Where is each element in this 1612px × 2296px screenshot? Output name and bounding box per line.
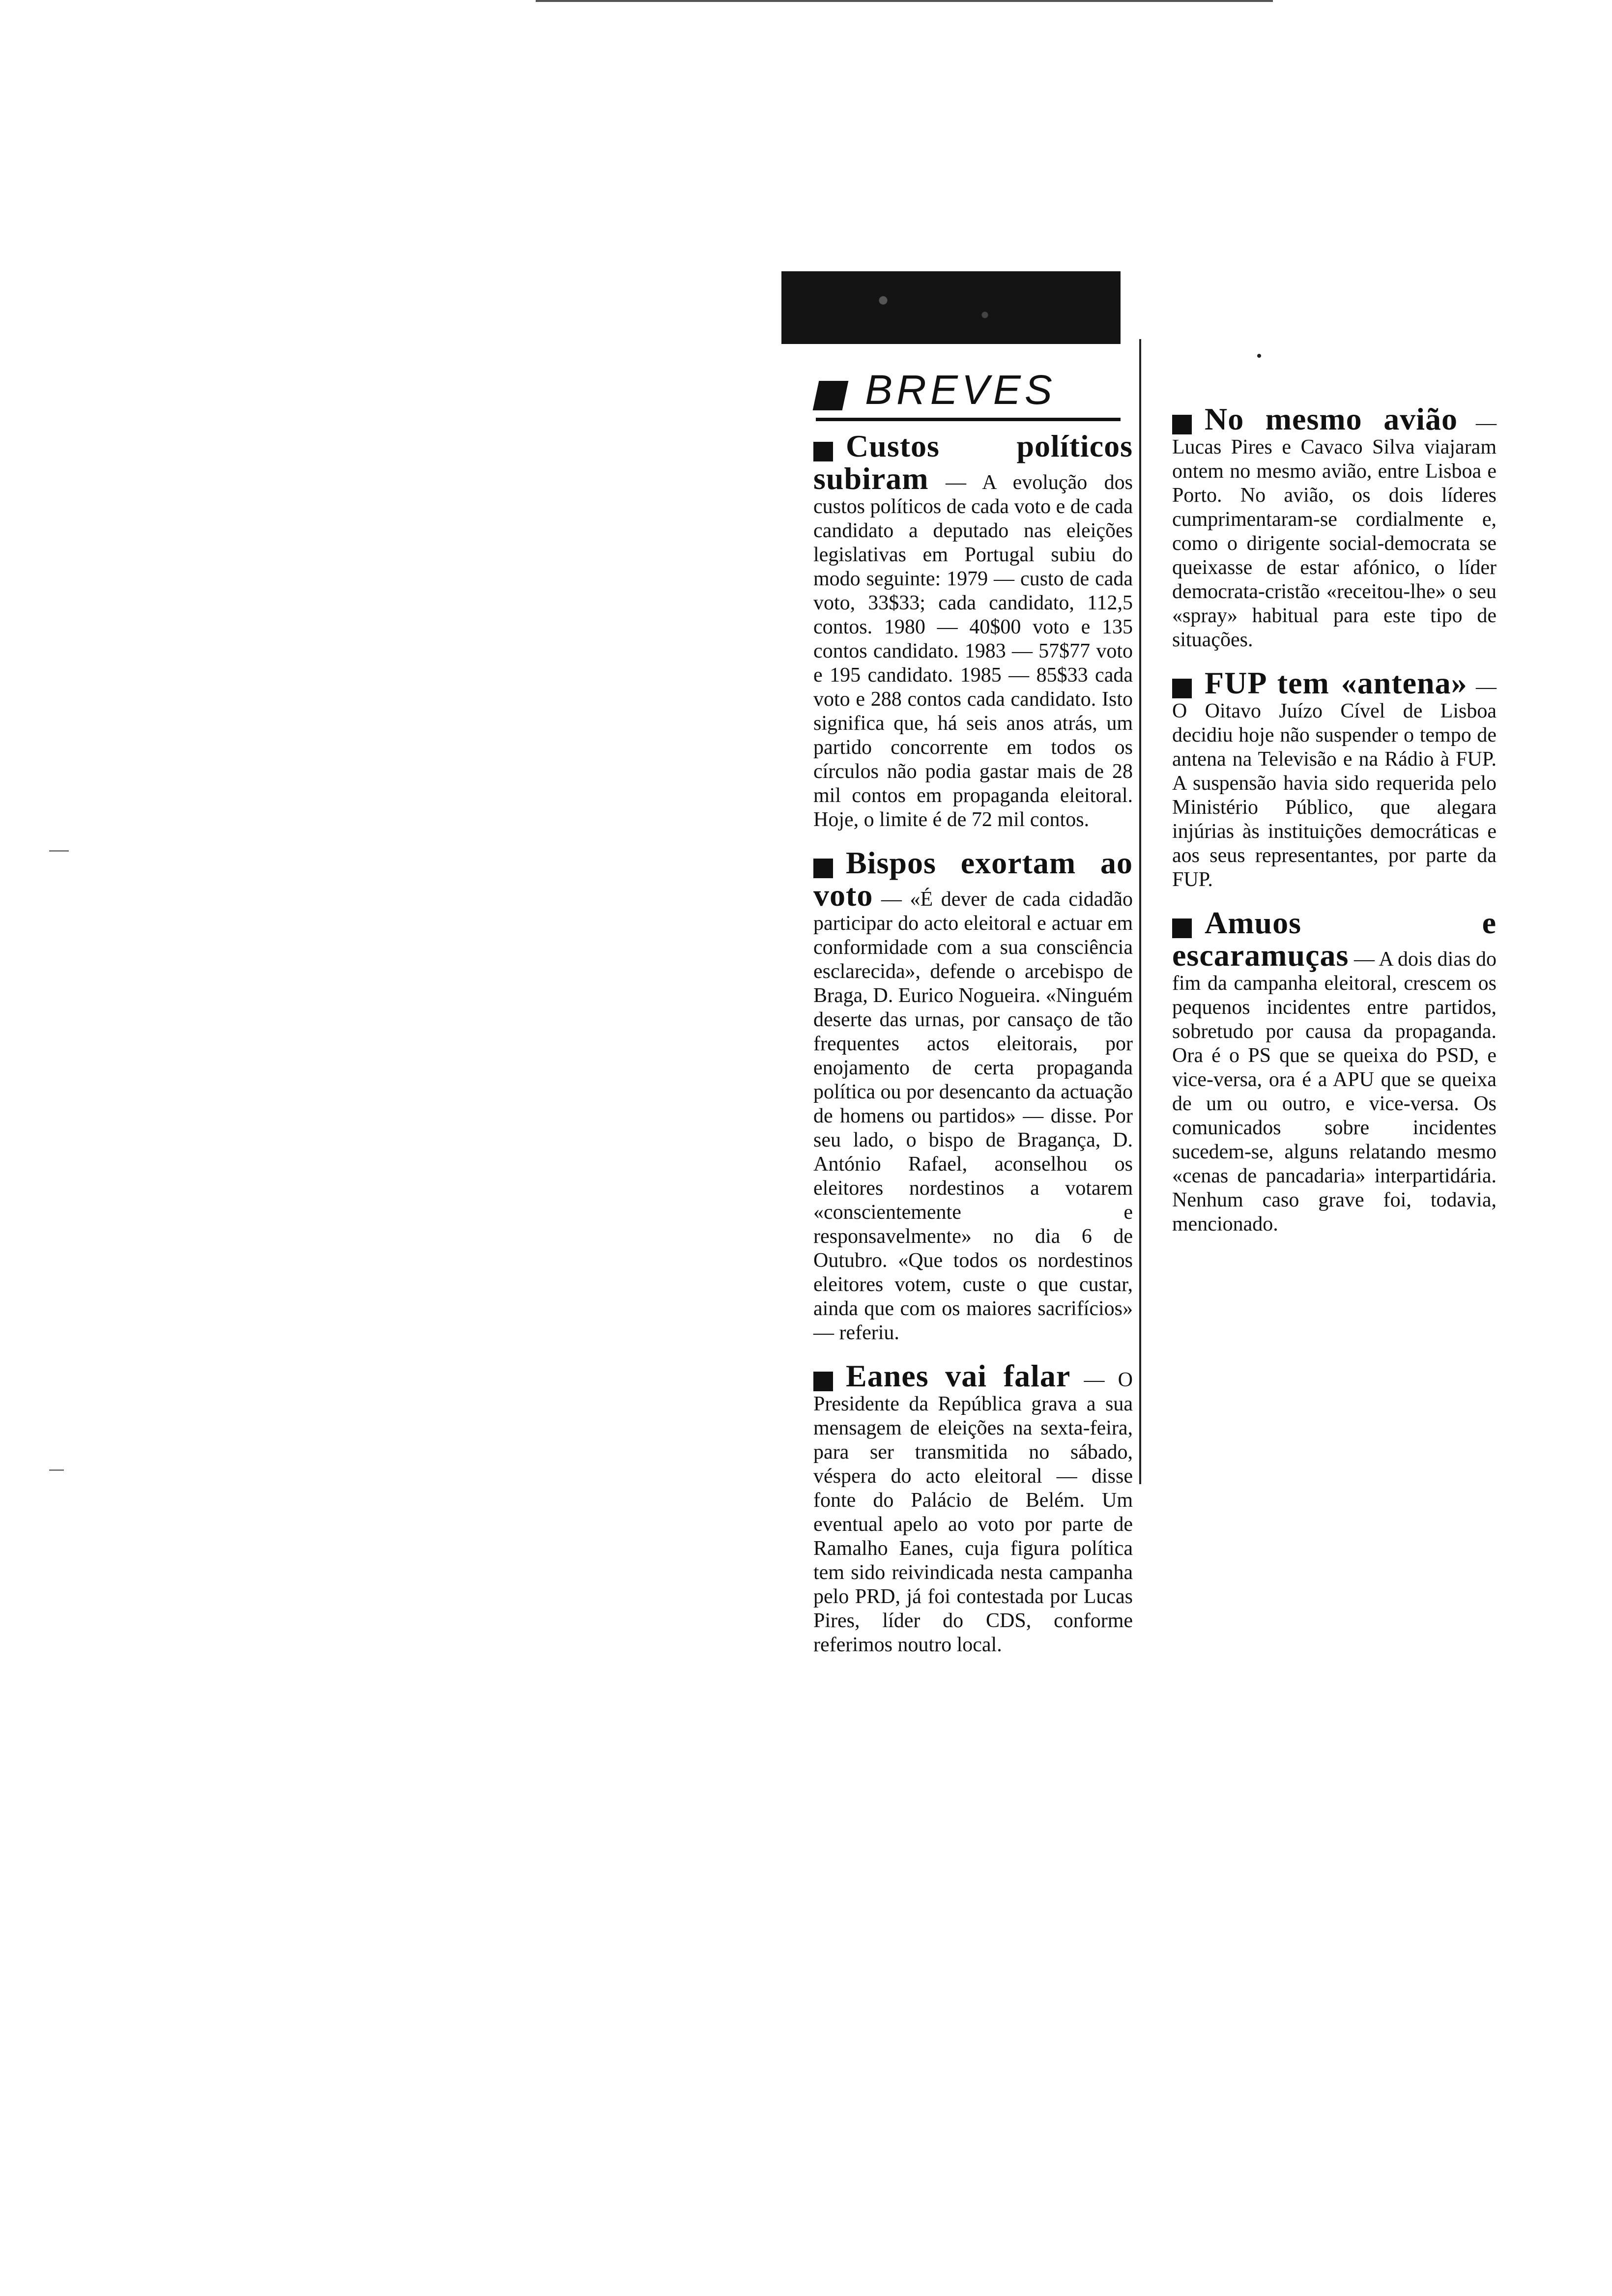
news-body: — A evolução dos custos políticos de cada voto e de cada candidato a deputado nas eleições legislativas em Portugal subiu do modo seguinte: 1979 — custo de cada voto, 33$33; cada candidato, 112,5 contos. 1980 — 40$00 voto e 135 contos candidato. 1983 — 57$77 voto e 195 candidato. 1985 — 85$33 cada voto e 288 contos cada candidato. Isto significa que, há seis anos atrás, um partido concorrente em todos os círculos não podia gastar mais de 28 mil contos em propaganda eleitoral. Hoje, o limite é de 72 mil contos. [813, 471, 1133, 831]
news-item [813, 847, 1133, 1345]
bullet-square-icon [1172, 918, 1192, 938]
photo-strip [781, 271, 1121, 344]
left-column [813, 430, 1133, 1672]
bullet-square-icon [1172, 679, 1192, 698]
news-body: — O Oitavo Juízo Cível de Lisboa decidiu hoje não suspender o tempo de antena na Televisão e na Rádio à FUP. A suspensão havia sido requerida pelo Ministério Público, que alegara injúrias às instituições democráticas e aos seus representantes, por parte da FUP. [1172, 676, 1497, 891]
news-item [1172, 403, 1497, 652]
speck [1257, 354, 1261, 358]
section-marker-icon [813, 381, 849, 410]
scan-edge-line [536, 0, 1273, 2]
header-rule [816, 418, 1121, 421]
right-column [1172, 403, 1497, 1251]
scan-noise [49, 1469, 64, 1471]
scan-noise [49, 850, 69, 852]
bullet-square-icon [813, 442, 833, 461]
news-body: — Lucas Pires e Cavaco Silva viajaram ontem no mesmo avião, entre Lisboa e Porto. No avião, os dois líderes cumprimentaram-se cordialmente e, como o dirigente social-democrata se queixasse de estar afónico, o líder democrata-cristão «receitou-lhe» o seu «spray» habitual para este tipo de situações. [1172, 412, 1497, 651]
column-divider [1139, 339, 1141, 1484]
news-headline: Bispos exortam ao voto [813, 845, 1133, 913]
news-item [1172, 907, 1497, 1236]
news-headline: FUP tem «antena» [1205, 665, 1468, 700]
section-header [816, 366, 1121, 424]
news-body: — A dois dias do fim da campanha eleitoral, crescem os pequenos incidentes entre partidos, sobretudo por causa da propaganda. Ora é o PS que se queixa do PSD, e vice-versa, ora é a APU que se queixa de um ou outro, e vice-versa. Os comunicados sobre incidentes sucedem-se, alguns relatando mesmo «cenas de pancadaria» interpartidária. Nenhum caso grave foi, todavia, mencionado. [1172, 948, 1497, 1235]
news-body: — O Presidente da República grava a sua mensagem de eleições na sexta-feira, para ser transmitida no sábado, véspera do acto eleitoral — disse fonte do Palácio de Belém. Um eventual apelo ao voto por parte de Ramalho Eanes, cuja figura política tem sido reivindicada nesta campanha pelo PRD, já foi contestada por Lucas Pires, líder do CDS, conforme referimos noutro local. [813, 1369, 1133, 1656]
news-item [813, 430, 1133, 832]
bullet-square-icon [813, 859, 833, 878]
news-item [1172, 667, 1497, 892]
news-headline: Amuos e escaramuças [1172, 905, 1497, 973]
news-body: — «É dever de cada cidadão participar do acto eleitoral e actuar em conformidade com a sua consciência esclarecida», defende o arcebispo de Braga, D. Eurico Nogueira. «Ninguém deserte das urnas, por cansaço de tão frequentes actos eleitorais, por enojamento de certa propaganda política ou por desencanto da actuação de homens ou partidos» — disse. Por seu lado, o bispo de Bragança, D. António Rafael, aconselhou os eleitores nordestinos a votarem «conscientemente e responsavelmente» no dia 6 de Outubro. «Que todos os nordestinos eleitores votem, custe o que custar, ainda que com os maiores sacrifícios» — referiu. [813, 888, 1133, 1344]
news-headline: Eanes vai falar [846, 1358, 1071, 1393]
bullet-square-icon [813, 1372, 833, 1391]
news-headline: No mesmo avião [1205, 402, 1458, 436]
news-item [813, 1360, 1133, 1657]
section-title: BREVES [865, 367, 1056, 413]
bullet-square-icon [1172, 415, 1192, 434]
news-headline: Custos políticos subiram [813, 429, 1133, 496]
